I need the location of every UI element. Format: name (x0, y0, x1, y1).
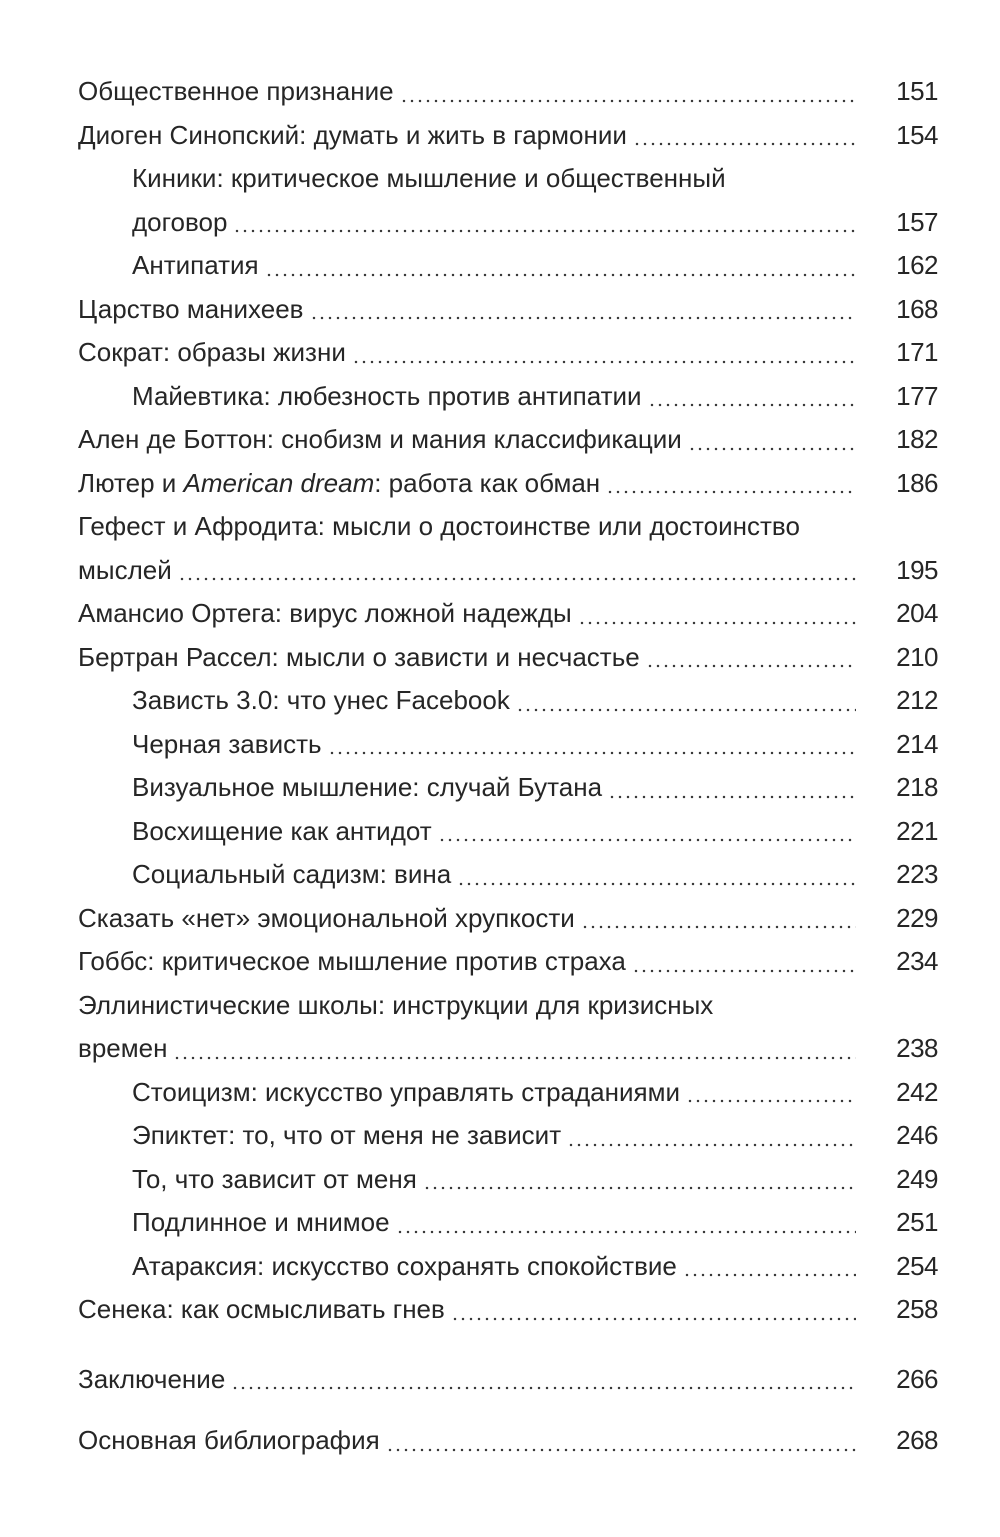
toc-entry (78, 1288, 938, 1332)
toc-entry-title: Диоген Синопский: думать и жить в гармонии (78, 119, 627, 150)
toc-entry-title: Гоббс: критическое мышление против страха (78, 946, 626, 976)
toc-subentry (78, 810, 938, 854)
toc-page-number: 254 (896, 1250, 938, 1281)
toc-title-italic: American dream (183, 467, 375, 498)
toc-entry-title: Антипатия (132, 250, 259, 280)
toc-page-number: 229 (896, 902, 938, 933)
toc-entry-title: времен (78, 1033, 168, 1063)
section-spacer (78, 1332, 938, 1358)
toc-entry-title: Сказать «нет» эмоциональной хрупкости (78, 902, 575, 933)
toc-entry-title: Сократ: образы жизни (78, 337, 346, 367)
toc-page-number: 168 (896, 293, 938, 324)
toc-entry-title: Визуальное мышление: случай Бутана (132, 772, 603, 802)
toc-page-number: 162 (896, 250, 938, 280)
dot-leader (683, 1273, 856, 1277)
toc-subentry (78, 1158, 938, 1202)
toc-entry (78, 462, 938, 506)
toc-entry-title (78, 462, 600, 506)
dot-leader (438, 838, 856, 842)
toc-entry-title: Подлинное и мнимое (132, 1207, 390, 1237)
toc-subentry (78, 157, 938, 244)
dot-leader (633, 142, 856, 146)
dot-leader (581, 925, 856, 929)
toc-title-part: Лютер и (78, 467, 184, 498)
toc-page-number: 195 (896, 554, 938, 585)
dot-leader (352, 360, 856, 364)
toc-entry-title: Ален де Боттон: снобизм и мания классификации (78, 424, 682, 454)
toc-subentry (78, 853, 938, 897)
toc-page-number: 242 (896, 1076, 938, 1107)
toc-page-number: 249 (896, 1163, 938, 1194)
toc-back-matter-entry (78, 1358, 938, 1402)
toc-page-number: 154 (896, 119, 938, 150)
dot-leader (310, 316, 857, 320)
toc-entry-title: Стоицизм: искусство управлять страданиями (132, 1076, 681, 1107)
dot-leader (686, 1099, 856, 1103)
toc-page-number: 171 (896, 337, 938, 367)
toc-entry-title: Майевтика: любезность против антипатии (132, 380, 642, 411)
dot-leader (646, 664, 856, 668)
dot-leader (265, 273, 856, 277)
toc-entry-title: Атараксия: искусство сохранять спокойствие (132, 1250, 677, 1281)
toc-entry (78, 418, 938, 462)
toc-entry-title: Заключение (78, 1363, 226, 1394)
dot-leader (608, 795, 856, 799)
toc-page-number: 204 (896, 598, 938, 628)
toc-page-number: 234 (896, 946, 938, 976)
toc-subentry (78, 723, 938, 767)
toc-title-part: : работа как обман (374, 467, 601, 498)
dot-leader (567, 1143, 856, 1147)
toc-subentry (78, 679, 938, 723)
toc-page-number: 182 (896, 424, 938, 454)
toc-entry (78, 940, 938, 984)
toc-entry (78, 984, 938, 1071)
toc-page-number: 214 (896, 728, 938, 759)
toc-page-number: 238 (896, 1033, 938, 1063)
toc-entry-title: Социальный садизм: вина (132, 859, 452, 889)
dot-leader (386, 1448, 856, 1452)
dot-leader (578, 621, 856, 625)
dot-leader (648, 403, 856, 407)
toc-subentry (78, 1114, 938, 1158)
toc-entry (78, 114, 938, 158)
toc-entry-title: договор (132, 206, 228, 237)
toc-page-number: 221 (896, 815, 938, 846)
toc-entry-title: Сенека: как осмысливать гнев (78, 1294, 445, 1324)
toc-entry (78, 70, 938, 114)
toc-page-number: 258 (896, 1294, 938, 1324)
toc-entry (78, 592, 938, 636)
toc-page-number: 246 (896, 1120, 938, 1150)
toc-page-number: 266 (896, 1363, 938, 1394)
dot-leader (516, 708, 856, 712)
dot-leader (328, 751, 856, 755)
toc-back-matter-entry (78, 1419, 938, 1463)
toc-subentry (78, 244, 938, 288)
toc-entry-title: Основная библиография (78, 1425, 380, 1455)
toc-entry-title-line1: Киники: критическое мышление и общественный (132, 163, 726, 193)
toc-page-number: 186 (896, 467, 938, 498)
toc-entry (78, 897, 938, 941)
dot-leader (457, 882, 856, 886)
dot-leader (173, 1056, 856, 1060)
toc-entry-title-line1: Гефест и Афродита: мысли о достоинстве или достоинство (78, 511, 800, 541)
dot-leader (396, 1230, 856, 1234)
toc-entry-title: Черная зависть (132, 728, 322, 759)
toc-entry-title: Зависть 3.0: что унес Facebook (132, 685, 510, 715)
toc-entry (78, 505, 938, 592)
toc-entry (78, 331, 938, 375)
toc-page-number: 251 (896, 1207, 938, 1237)
toc-page-number: 210 (896, 641, 938, 672)
toc-entry-title: Общественное признание (78, 76, 394, 106)
toc-page-number: 212 (896, 685, 938, 715)
dot-leader (400, 99, 856, 103)
toc-page-number: 177 (896, 380, 938, 411)
toc-page-number: 157 (896, 206, 938, 237)
toc-page-number: 268 (896, 1425, 938, 1455)
dot-leader (423, 1186, 856, 1190)
toc-page-number: 218 (896, 772, 938, 802)
toc-entry-title-line1: Эллинистические школы: инструкции для кризисных (78, 989, 714, 1020)
toc-subentry (78, 1071, 938, 1115)
toc-entry-title: Эпиктет: то, что от меня не зависит (132, 1120, 562, 1150)
toc-page-number: 223 (896, 859, 938, 889)
dot-leader (231, 1386, 856, 1390)
dot-leader (178, 577, 856, 581)
toc-subentry (78, 1201, 938, 1245)
toc-entry-title: То, что зависит от меня (132, 1163, 417, 1194)
toc-entry-title: Бертран Рассел: мысли о зависти и несчастье (78, 641, 640, 672)
dot-leader (233, 229, 856, 233)
toc-subentry (78, 1245, 938, 1289)
dot-leader (688, 447, 856, 451)
toc-page-number: 151 (896, 76, 938, 106)
toc-entry-title: Амансио Ортега: вирус ложной надежды (78, 598, 572, 628)
toc-entry-title: Царство манихеев (78, 293, 304, 324)
dot-leader (451, 1317, 856, 1321)
toc-subentry (78, 766, 938, 810)
toc-entry-title: мыслей (78, 554, 172, 585)
toc-entry (78, 636, 938, 680)
section-spacer (78, 1401, 938, 1419)
dot-leader (606, 490, 856, 494)
dot-leader (632, 969, 856, 973)
toc-subentry (78, 375, 938, 419)
toc-entry (78, 288, 938, 332)
toc-entry-title: Восхищение как антидот (132, 815, 432, 846)
table-of-contents (78, 70, 938, 1463)
